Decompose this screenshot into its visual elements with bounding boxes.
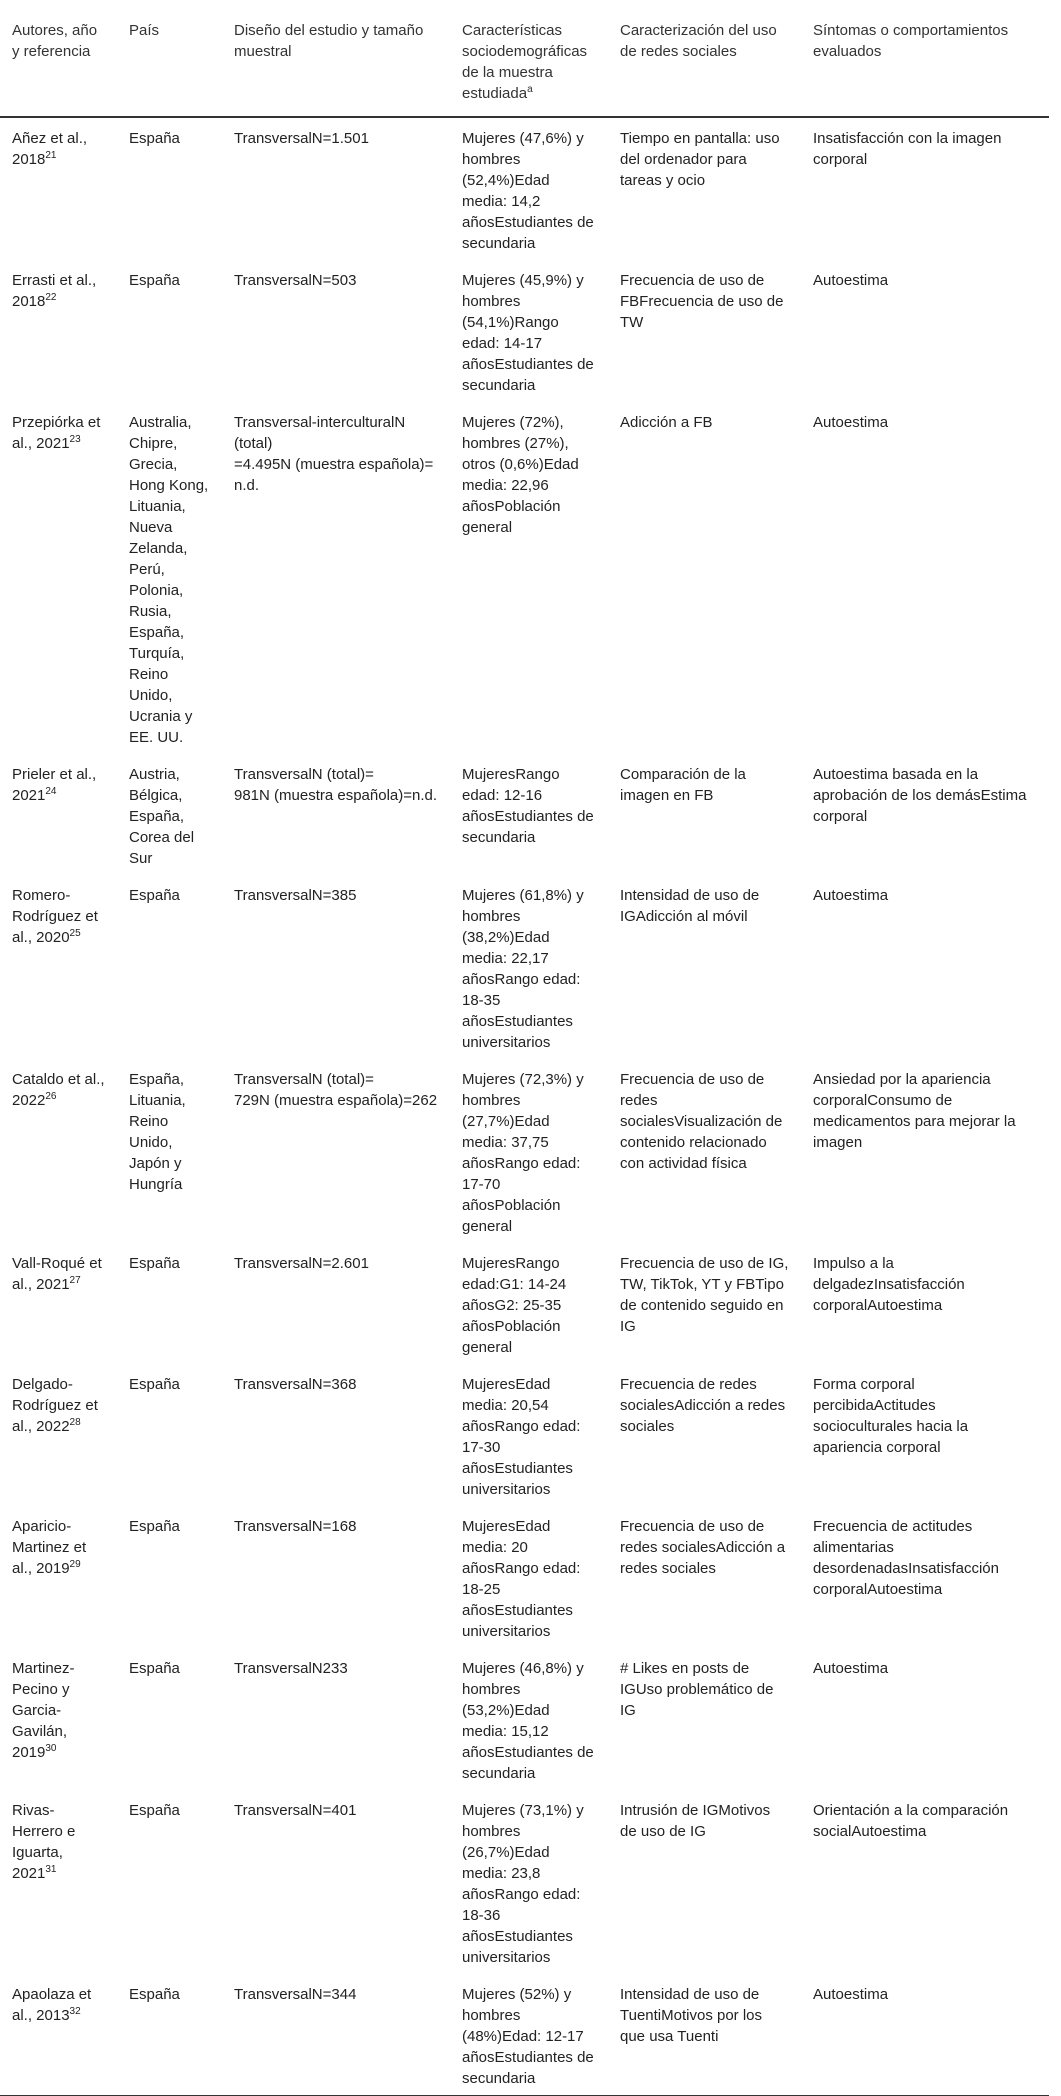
reference-number: 24 — [45, 786, 57, 797]
design-part: TransversalN — [234, 130, 323, 147]
design-equals: = — [234, 456, 243, 473]
cell-author — [0, 117, 117, 260]
cell-country — [117, 875, 222, 1059]
design-part: 385 — [331, 887, 357, 904]
country-text: Austria, Bélgica, España, Corea del Sur — [129, 766, 195, 867]
country-text: España — [129, 130, 180, 147]
symptoms-text: Autoestima — [813, 1986, 889, 2003]
country-text: España — [129, 1376, 180, 1393]
table-row — [0, 1974, 1049, 2096]
symptoms-text: Autoestima — [813, 1660, 889, 1677]
design-part: TransversalN — [234, 1660, 323, 1677]
sample-text: Mujeres (45,9%) y hombres (54,1%)Rango edad: 14-17 añosEstudiantes de secundaria — [462, 272, 594, 394]
cell-country — [117, 754, 222, 875]
cell-sample — [450, 1974, 608, 2096]
cell-country — [117, 1059, 222, 1243]
author-text: Rivas-Herrero e Iguarta, 2021 — [12, 1802, 76, 1882]
use-text: Frecuencia de uso de redes socialesAdicción a redes sociales — [620, 1518, 786, 1577]
design-part: 1.501 — [331, 130, 369, 147]
cell-sample — [450, 402, 608, 754]
author-text: Martinez-Pecino y Garcia-Gavilán, 2019 — [12, 1660, 75, 1761]
cell-sample — [450, 754, 608, 875]
symptoms-text: Impulso a la delgadezInsatisfacción corporalAutoestima — [813, 1255, 965, 1314]
cell-country — [117, 1364, 222, 1506]
cell-country — [117, 1506, 222, 1648]
cell-symptoms — [801, 754, 1049, 875]
cell-country — [117, 260, 222, 402]
reference-number: 32 — [69, 2006, 81, 2017]
design-part: TransversalN — [234, 1802, 323, 1819]
design-part: 168 — [331, 1518, 357, 1535]
cell-country — [117, 1648, 222, 1790]
cell-symptoms — [801, 117, 1049, 260]
country-text: España — [129, 272, 180, 289]
reference-number: 31 — [45, 1864, 57, 1875]
cell-sample — [450, 1790, 608, 1974]
country-text: España — [129, 887, 180, 904]
sample-text: Mujeres (73,1%) y hombres (26,7%)Edad media: 23,8 añosRango edad: 18-36 añosEstudiantes universitarios — [462, 1802, 584, 1966]
cell-symptoms — [801, 875, 1049, 1059]
header-symptoms: Síntomas o comportamientos evaluados — [813, 22, 1009, 60]
sample-text: Mujeres (46,8%) y hombres (53,2%)Edad media: 15,12 añosEstudiantes de secundaria — [462, 1660, 594, 1782]
sample-text: Mujeres (52%) y hombres (48%)Edad: 12-17 añosEstudiantes de secundaria — [462, 1986, 594, 2087]
design-part: 2.601 — [331, 1255, 369, 1272]
country-text: Australia, Chipre, Grecia, Hong Kong, Lituania, Nueva Zelanda, Perú, Polonia, Rusia, España, Turquía, Reino Unido, Ucrania y EE. UU. — [129, 414, 209, 746]
design-equals: = — [322, 272, 332, 289]
cell-author — [0, 1506, 117, 1648]
design-part: 729N (muestra española) — [234, 1092, 404, 1109]
cell-symptoms — [801, 1243, 1049, 1364]
design-part: TransversalN (total) — [234, 766, 366, 783]
header-country: País — [129, 22, 160, 39]
cell-social-media-use — [608, 1364, 801, 1506]
reference-number: 23 — [69, 434, 81, 445]
reference-number: 29 — [69, 1559, 81, 1570]
design-part: Transversal-interculturalN (total) — [234, 414, 406, 452]
reference-number: 30 — [45, 1743, 57, 1754]
table-row — [0, 1506, 1049, 1648]
symptoms-text: Autoestima — [813, 272, 889, 289]
cell-country — [117, 1790, 222, 1974]
design-part: TransversalN — [234, 272, 323, 289]
country-text: España, Lituania, Reino Unido, Japón y Hungría — [129, 1071, 186, 1193]
cell-social-media-use — [608, 402, 801, 754]
use-text: Frecuencia de uso de IG, TW, TikTok, YT y FBTipo de contenido seguido en IG — [620, 1255, 789, 1335]
design-part: TransversalN — [234, 1255, 323, 1272]
use-text: Frecuencia de redes socialesAdicción a redes sociales — [620, 1376, 786, 1435]
design-equals: = — [322, 130, 332, 147]
design-part: TransversalN (total) — [234, 1071, 366, 1088]
table-row — [0, 1059, 1049, 1243]
cell-symptoms — [801, 1364, 1049, 1506]
cell-author — [0, 1243, 117, 1364]
header-social-media-use: Caracterización del uso de redes sociales — [620, 22, 777, 60]
cell-design — [222, 1790, 450, 1974]
sample-text: MujeresRango edad:G1: 14-24 añosG2: 25-35 añosPoblación general — [462, 1255, 567, 1356]
use-text: Frecuencia de uso de redes socialesVisualización de contenido relacionado con actividad física — [620, 1071, 783, 1172]
header-design: Diseño del estudio y tamaño muestral — [234, 22, 424, 60]
header-footnote-marker: a — [527, 84, 533, 95]
design-equals: = — [322, 1802, 332, 1819]
use-text: Frecuencia de uso de FBFrecuencia de uso de TW — [620, 272, 784, 331]
table-row — [0, 117, 1049, 260]
author-text: Przepiórka et al., 2021 — [12, 414, 101, 452]
reference-number: 21 — [45, 150, 57, 161]
header-sociodemographic — [450, 0, 608, 117]
sample-text: Mujeres (72,3%) y hombres (27,7%)Edad media: 37,75 añosRango edad: 17-70 añosPoblación general — [462, 1071, 584, 1235]
cell-symptoms — [801, 1974, 1049, 2096]
symptoms-text: Frecuencia de actitudes alimentarias desordenadasInsatisfacción corporalAutoestima — [813, 1518, 999, 1598]
sample-text: Mujeres (47,6%) y hombres (52,4%)Edad media: 14,2 añosEstudiantes de secundaria — [462, 130, 594, 252]
country-text: España — [129, 1660, 180, 1677]
sample-text: MujeresEdad media: 20 añosRango edad: 18-25 añosEstudiantes universitarios — [462, 1518, 581, 1640]
reference-number: 28 — [69, 1417, 81, 1428]
design-part: 401 — [331, 1802, 357, 1819]
design-part: TransversalN — [234, 1986, 323, 2003]
design-equals: = — [322, 1376, 332, 1393]
symptoms-text: Autoestima — [813, 414, 889, 431]
cell-country — [117, 1243, 222, 1364]
cell-sample — [450, 117, 608, 260]
design-equals: = — [322, 887, 332, 904]
cell-social-media-use — [608, 1059, 801, 1243]
country-text: España — [129, 1518, 180, 1535]
design-part: n.d. — [234, 477, 260, 494]
cell-design — [222, 117, 450, 260]
author-text: Delgado-Rodríguez et al., 2022 — [12, 1376, 98, 1435]
cell-sample — [450, 1506, 608, 1648]
cell-design — [222, 1648, 450, 1790]
cell-design — [222, 1243, 450, 1364]
cell-symptoms — [801, 260, 1049, 402]
cell-design — [222, 1506, 450, 1648]
design-equals: = — [322, 1255, 332, 1272]
country-text: España — [129, 1986, 180, 2003]
table-header-row — [0, 0, 1049, 117]
cell-social-media-use — [608, 875, 801, 1059]
design-equals: = — [322, 1518, 332, 1535]
cell-design — [222, 754, 450, 875]
header-sociodemographic-label: Características sociodemográficas de la muestra estudiada — [462, 22, 588, 102]
cell-design — [222, 1059, 450, 1243]
cell-author — [0, 260, 117, 402]
cell-social-media-use — [608, 1648, 801, 1790]
design-part: 981N (muestra española) — [234, 787, 404, 804]
author-text: Errasti et al., 2018 — [12, 272, 97, 310]
design-equals: = — [365, 766, 374, 783]
use-text: Intensidad de uso de TuentiMotivos por los que usa Tuenti — [620, 1986, 763, 2045]
country-text: España — [129, 1255, 180, 1272]
design-equals: = — [403, 787, 413, 804]
cell-sample — [450, 875, 608, 1059]
cell-symptoms — [801, 1506, 1049, 1648]
symptoms-text: Autoestima — [813, 887, 889, 904]
use-text: Intrusión de IGMotivos de uso de IG — [620, 1802, 771, 1840]
design-part: 344 — [331, 1986, 357, 2003]
use-text: Tiempo en pantalla: uso del ordenador para tareas y ocio — [620, 130, 780, 189]
design-part: 4.495N (muestra española) — [242, 456, 425, 473]
header-authors: Autores, año y referencia — [12, 22, 98, 60]
symptoms-text: Autoestima basada en la aprobación de los demásEstima corporal — [813, 766, 1027, 825]
cell-country — [117, 402, 222, 754]
cell-symptoms — [801, 1790, 1049, 1974]
cell-sample — [450, 1059, 608, 1243]
author-text: Aparicio-Martinez et al., 2019 — [12, 1518, 87, 1577]
cell-country — [117, 117, 222, 260]
cell-design — [222, 875, 450, 1059]
country-text: España — [129, 1802, 180, 1819]
cell-symptoms — [801, 1059, 1049, 1243]
design-equals: = — [322, 1986, 332, 2003]
sample-text: Mujeres (72%), hombres (27%), otros (0,6%)Edad media: 22,96 añosPoblación general — [462, 414, 579, 536]
symptoms-text: Orientación a la comparación socialAutoestima — [813, 1802, 1009, 1840]
table-row — [0, 260, 1049, 402]
design-part: 233 — [322, 1660, 348, 1677]
author-text: Prieler et al., 2021 — [12, 766, 97, 804]
cell-author — [0, 875, 117, 1059]
use-text: # Likes en posts de IGUso problemático de IG — [620, 1660, 774, 1719]
cell-design — [222, 1974, 450, 2096]
design-part: n.d. — [412, 787, 438, 804]
table-row — [0, 875, 1049, 1059]
cell-author — [0, 1974, 117, 2096]
author-text: Añez et al., 2018 — [12, 130, 88, 168]
cell-sample — [450, 260, 608, 402]
cell-country — [117, 1974, 222, 2096]
table-row — [0, 1243, 1049, 1364]
author-text: Apaolaza et al., 2013 — [12, 1986, 92, 2024]
design-part: 503 — [331, 272, 357, 289]
design-part: TransversalN — [234, 1376, 323, 1393]
cell-social-media-use — [608, 117, 801, 260]
cell-social-media-use — [608, 1974, 801, 2096]
symptoms-text: Forma corporal percibidaActitudes socioculturales hacia la apariencia corporal — [813, 1376, 969, 1456]
design-part: TransversalN — [234, 1518, 323, 1535]
table-row — [0, 1790, 1049, 1974]
cell-author — [0, 1790, 117, 1974]
cell-social-media-use — [608, 1243, 801, 1364]
use-text: Intensidad de uso de IGAdicción al móvil — [620, 887, 760, 925]
sample-text: MujeresEdad media: 20,54 añosRango edad: 17-30 añosEstudiantes universitarios — [462, 1376, 581, 1498]
design-equals: = — [403, 1092, 413, 1109]
author-text: Cataldo et al., 2022 — [12, 1071, 105, 1109]
table-row — [0, 1364, 1049, 1506]
design-part: TransversalN — [234, 887, 323, 904]
cell-symptoms — [801, 402, 1049, 754]
cell-author — [0, 1648, 117, 1790]
cell-social-media-use — [608, 260, 801, 402]
table-row — [0, 754, 1049, 875]
use-text: Adicción a FB — [620, 414, 713, 431]
table-row — [0, 1648, 1049, 1790]
cell-design — [222, 260, 450, 402]
cell-sample — [450, 1243, 608, 1364]
design-part: 368 — [331, 1376, 357, 1393]
reference-number: 27 — [69, 1275, 81, 1286]
cell-social-media-use — [608, 754, 801, 875]
cell-social-media-use — [608, 1790, 801, 1974]
cell-design — [222, 402, 450, 754]
reference-number: 22 — [45, 292, 57, 303]
table-row — [0, 402, 1049, 754]
symptoms-text: Insatisfacción con la imagen corporal — [813, 130, 1002, 168]
cell-symptoms — [801, 1648, 1049, 1790]
sample-text: MujeresRango edad: 12-16 añosEstudiantes de secundaria — [462, 766, 594, 846]
design-equals: = — [365, 1071, 374, 1088]
cell-sample — [450, 1364, 608, 1506]
sample-text: Mujeres (61,8%) y hombres (38,2%)Edad media: 22,17 añosRango edad: 18-35 añosEstudiantes universitarios — [462, 887, 584, 1051]
cell-sample — [450, 1648, 608, 1790]
cell-design — [222, 1364, 450, 1506]
reference-number: 25 — [69, 928, 81, 939]
cell-author — [0, 1364, 117, 1506]
symptoms-text: Ansiedad por la apariencia corporalConsumo de medicamentos para mejorar la imagen — [813, 1071, 1016, 1151]
cell-author — [0, 1059, 117, 1243]
cell-author — [0, 402, 117, 754]
table-body — [0, 117, 1049, 2096]
cell-author — [0, 754, 117, 875]
use-text: Comparación de la imagen en FB — [620, 766, 746, 804]
author-text: Vall-Roqué et al., 2021 — [12, 1255, 102, 1293]
design-part: 262 — [412, 1092, 438, 1109]
design-equals: = — [424, 456, 434, 473]
author-text: Romero-Rodríguez et al., 2020 — [12, 887, 98, 946]
reference-number: 26 — [45, 1091, 57, 1102]
cell-social-media-use — [608, 1506, 801, 1648]
